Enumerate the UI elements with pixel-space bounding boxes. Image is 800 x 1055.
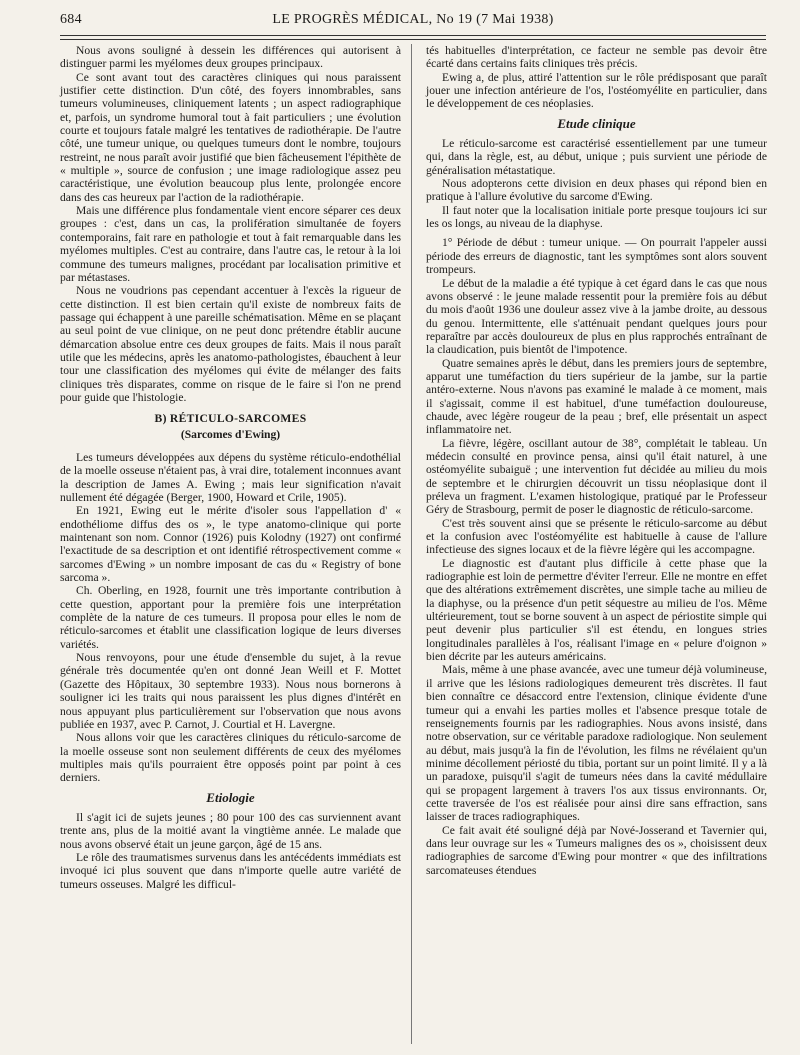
paragraph: Nous allons voir que les caractères cliniques du réticulo-sarcome de la moelle osseuse sont non seulement différents de ceux des myélomes multiples mais qu'ils pourraient être opposés point par point à ces derniers. bbox=[60, 731, 401, 785]
etude-clinique-heading: Etude clinique bbox=[557, 115, 636, 131]
paragraph: Il faut noter que la localisation initiale porte presque toujours ici sur les os longs, au niveau de la diaphyse. bbox=[426, 203, 767, 231]
paragraph: Nous renvoyons, pour une étude d'ensemble du sujet, à la revue générale très documentée qu'en ont donné Jean Weill et F. Mottet (Gazette des Hôpitaux, 30 septembre 1933). Nous nous bornerons à souligner ici les traits qui nous paraissent les plus dignes d'intérêt en nous appuyant plus particulièrement sur l'observation que nous avons publiée en 1937, avec P. Carnot, J. Courtial et H. Lavergne. bbox=[60, 651, 401, 731]
journal-title: LE PROGRÈS MÉDICAL, No 19 (7 Mai 1938) bbox=[272, 12, 554, 27]
paragraph: Ewing a, de plus, attiré l'attention sur le rôle prédisposant que paraît jouer une infection antérieure de l'os, l'ostéomyélite en particulier, dans le développement de ces néoplasies. bbox=[426, 70, 767, 111]
paragraph: Les tumeurs développées aux dépens du système réticulo-endothélial de la moelle osseuse n'étaient pas, à vrai dire, totalement inconnues avant la description de James A. Ewing ; mais leur signification n'avait nullement été dégagée (Berger, 1900, Howard et Crile, 1905). bbox=[60, 450, 401, 504]
section-b-subtitle: (Sarcomes d'Ewing) bbox=[180, 427, 281, 441]
paragraph: Ce sont avant tout des caractères cliniques qui nous paraissent justifier cette distinction. D'un côté, des foyers innombrables, sans tumeurs volumineuses, cliniquement latents ; un aspect radiographique et, parfois, un syndrome humoral tout à fait particuliers ; une évolution courte et toujours fatale malgré les tentatives de radiothérapie. De l'autre côté, une tumeur unique, ou quelques tumeurs dont le nombre, toujours restreint, ne nous paraît avoir justifié que bien fâcheusement l'épithète de « multiple », source de confusion ; une image radiologique assez peu caractéristique, une évolution beaucoup plus lente, prolongée encore dans des cas heureux par l'action de la radiothérapie. bbox=[60, 70, 401, 204]
paragraph: En 1921, Ewing eut le mérite d'isoler sous l'appellation d' « endothéliome diffus des os », le type anatomo-clinique qui porte maintenant son nom. Connor (1926) puis Kolodny (1927) ont confirmé l'exactitude de sa description et ont identifié rétrospectivement comme « sarcomes d'Ewing » un nombre imposant de cas du « Registry of bone sarcoma ». bbox=[60, 504, 401, 585]
paragraph: Le diagnostic est d'autant plus difficile à cette phase que la radiographie est loin de permettre d'éviter l'erreur. Elle ne montre en effet que des altérations extrêmement discrètes, une simple tache au milieu de la diaphyse, ou la présence d'un petit séquestre au milieu de l'os. Même ultérieurement, tout se borne souvent à un aspect de périostite simple qui peut devenir plus particulier s'il est étendu, en longues stries longitudinales parallèles à l'os, réalisant l'image en « pelure d'oignon » bien décrite par les auteurs américains. bbox=[426, 556, 767, 664]
paragraph: C'est très souvent ainsi que se présente le réticulo-sarcome au début et la confusion avec l'ostéomyélite est habituelle à cause de l'allure infectieuse des signes locaux et de la fièvre légère qui les accompagne. bbox=[426, 516, 767, 557]
paragraph: Le début de la maladie a été typique à cet égard dans le cas que nous avons observé : le jeune malade ressentit pour la première fois au début du mois d'août 1936 une douleur assez vive à la jambe droite, au dessous du genou. Intermittente, elle s'atténuait pendant quelques jours pour reparaître par accès douloureux de plus en plus rapprochés entraînant de la claudication, puis bientôt de l'impotence. bbox=[426, 276, 767, 357]
paragraph: La fièvre, légère, oscillant autour de 38°, complétait le tableau. Un médecin consulté en province pensa, ainsi qu'il était naturel, à une ostéomyélite subaiguë ; une intervention fut décidée au milieu du mois de septembre et le chirurgien découvrit un tissu néoplasique dont il préleva un fragment. L'examen histologique, pratiqué par le Professeur Géry de Strasbourg, permit de poser le diagnostic de réticulo-sarcome. bbox=[426, 436, 767, 517]
paragraph: Il s'agit ici de sujets jeunes ; 80 pour 100 des cas surviennent avant trente ans, plus de la moitié avant la vingtième année. Le malade que nous avons observé était un jeune garçon, âgé de 15 ans. bbox=[60, 810, 401, 851]
paragraph: Le réticulo-sarcome est caractérisé essentiellement par une tumeur qui, dans la règle, est, au début, unique ; puis survient une période de généralisation métastatique. bbox=[426, 137, 767, 177]
paragraph: Nous avons souligné à dessein les différences qui autorisent à distinguer parmi les myélomes deux groupes principaux. bbox=[60, 44, 401, 71]
paragraph: Ch. Oberling, en 1928, fournit une très importante contribution à cette question, apportant pour la première fois une interprétation complète de la nature de ces tumeurs. Il proposa pour elles le nom de réticulo-sarcomes et établit une classification logique de leurs diverses variétés. bbox=[60, 584, 401, 651]
paragraph: Ce fait avait été souligné déjà par Nové-Josserand et Tavernier qui, dans leur ouvrage sur les « Tumeurs malignes des os », choisissent deux radiographies de sarcome d'Ewing pour montrer « que des infiltrations sarcomateuses étendues bbox=[426, 823, 767, 877]
paragraph: 1° Période de début : tumeur unique. — On pourrait l'appeler aussi période des erreurs de diagnostic, tant les symptômes sont alors souvent trompeurs. bbox=[426, 236, 767, 277]
paragraph: Le rôle des traumatismes survenus dans les antécédents immédiats est invoqué ici plus souvent que dans n'importe quelle autre variété de tumeurs osseuses. Malgré les difficul- bbox=[60, 850, 401, 891]
section-b-title: B) RÉTICULO-SARCOMES bbox=[154, 412, 307, 426]
column-divider bbox=[411, 44, 412, 1044]
right-column bbox=[426, 44, 767, 877]
paragraph: Mais, même à une phase avancée, avec une tumeur déjà volumineuse, il arrive que les lésions radiologiques demeurent très discrètes. Il faut bien connaître ce désaccord entre l'extension, clinique évidente d'une tumeur qui a envahi les parties molles et l'absence presque totale de renseignements fournis par les radiographies. Nous avons insisté, dans notre observation, sur ce véritable paradoxe radiologique. Non seulement au début, mais jusqu'à la fin de l'évolution, les films ne révélaient qu'un minime décollement périosté du tibia, portant sur un point limité. Il y a là un paradoxe, puisqu'il s'agit de tumeurs nées dans la cavité médullaire qui se propagent largement à travers l'os aux tissus environnants. Or, cette traversée de l'os est réalisée pour ainsi dire sans effraction, sans laisser de traces radiographiques. bbox=[426, 663, 767, 824]
paragraph: tés habituelles d'interprétation, ce facteur ne semble pas devoir être écarté dans certains faits cliniques très précis. bbox=[426, 44, 767, 71]
page-number: 684 bbox=[60, 12, 82, 27]
paragraph: Nous ne voudrions pas cependant accentuer à l'excès la rigueur de cette distinction. Il est bien certain qu'il existe de nombreux faits de passage qui échappent à une pareille schématisation. Même en se plaçant au seul point de vue clinique, on ne peut donc prétendre établir aucune démarcation absolue entre ces deux groupes de faits. Mais il nous paraît utile que les médecins, après les anatomo-pathologistes, ébauchent à leur tour une classification des myélomes qui évite de mélanger des faits cliniques très disparates, comme on risque de le faire si l'on ne prend pour guide que l'histologie. bbox=[60, 284, 401, 404]
paragraph: Nous adopterons cette division en deux phases qui répond bien en pratique à l'allure évolutive du sarcome d'Ewing. bbox=[426, 177, 767, 204]
left-column bbox=[60, 44, 401, 891]
paragraph: Mais une différence plus fondamentale vient encore séparer ces deux groupes : c'est, dans un cas, la prolifération simultanée de foyers contemporains, fait rare en pathologie et tout à fait remarquable dans les myélomes multiples. C'est au contraire, dans l'autre cas, le retour à la loi commune des tumeurs malignes, procédant par localisation primitive et par métastases. bbox=[60, 204, 401, 284]
paragraph: Quatre semaines après le début, dans les premiers jours de septembre, apparut une tuméfaction du tiers supérieur de la jambe, sur la partie antéro-externe. Nous n'avons pas examiné le malade à ce moment, mais il s'agissait, comme il est habituel, d'une tuméfaction douloureuse, chaude, avec légère rougeur de la peau ; bref, elle présentait un aspect inflammatoire net. bbox=[426, 356, 767, 437]
header-rule bbox=[60, 35, 766, 36]
running-header bbox=[60, 10, 766, 32]
header-rule-second bbox=[60, 39, 766, 40]
etiologie-heading: Etiologie bbox=[206, 789, 255, 805]
